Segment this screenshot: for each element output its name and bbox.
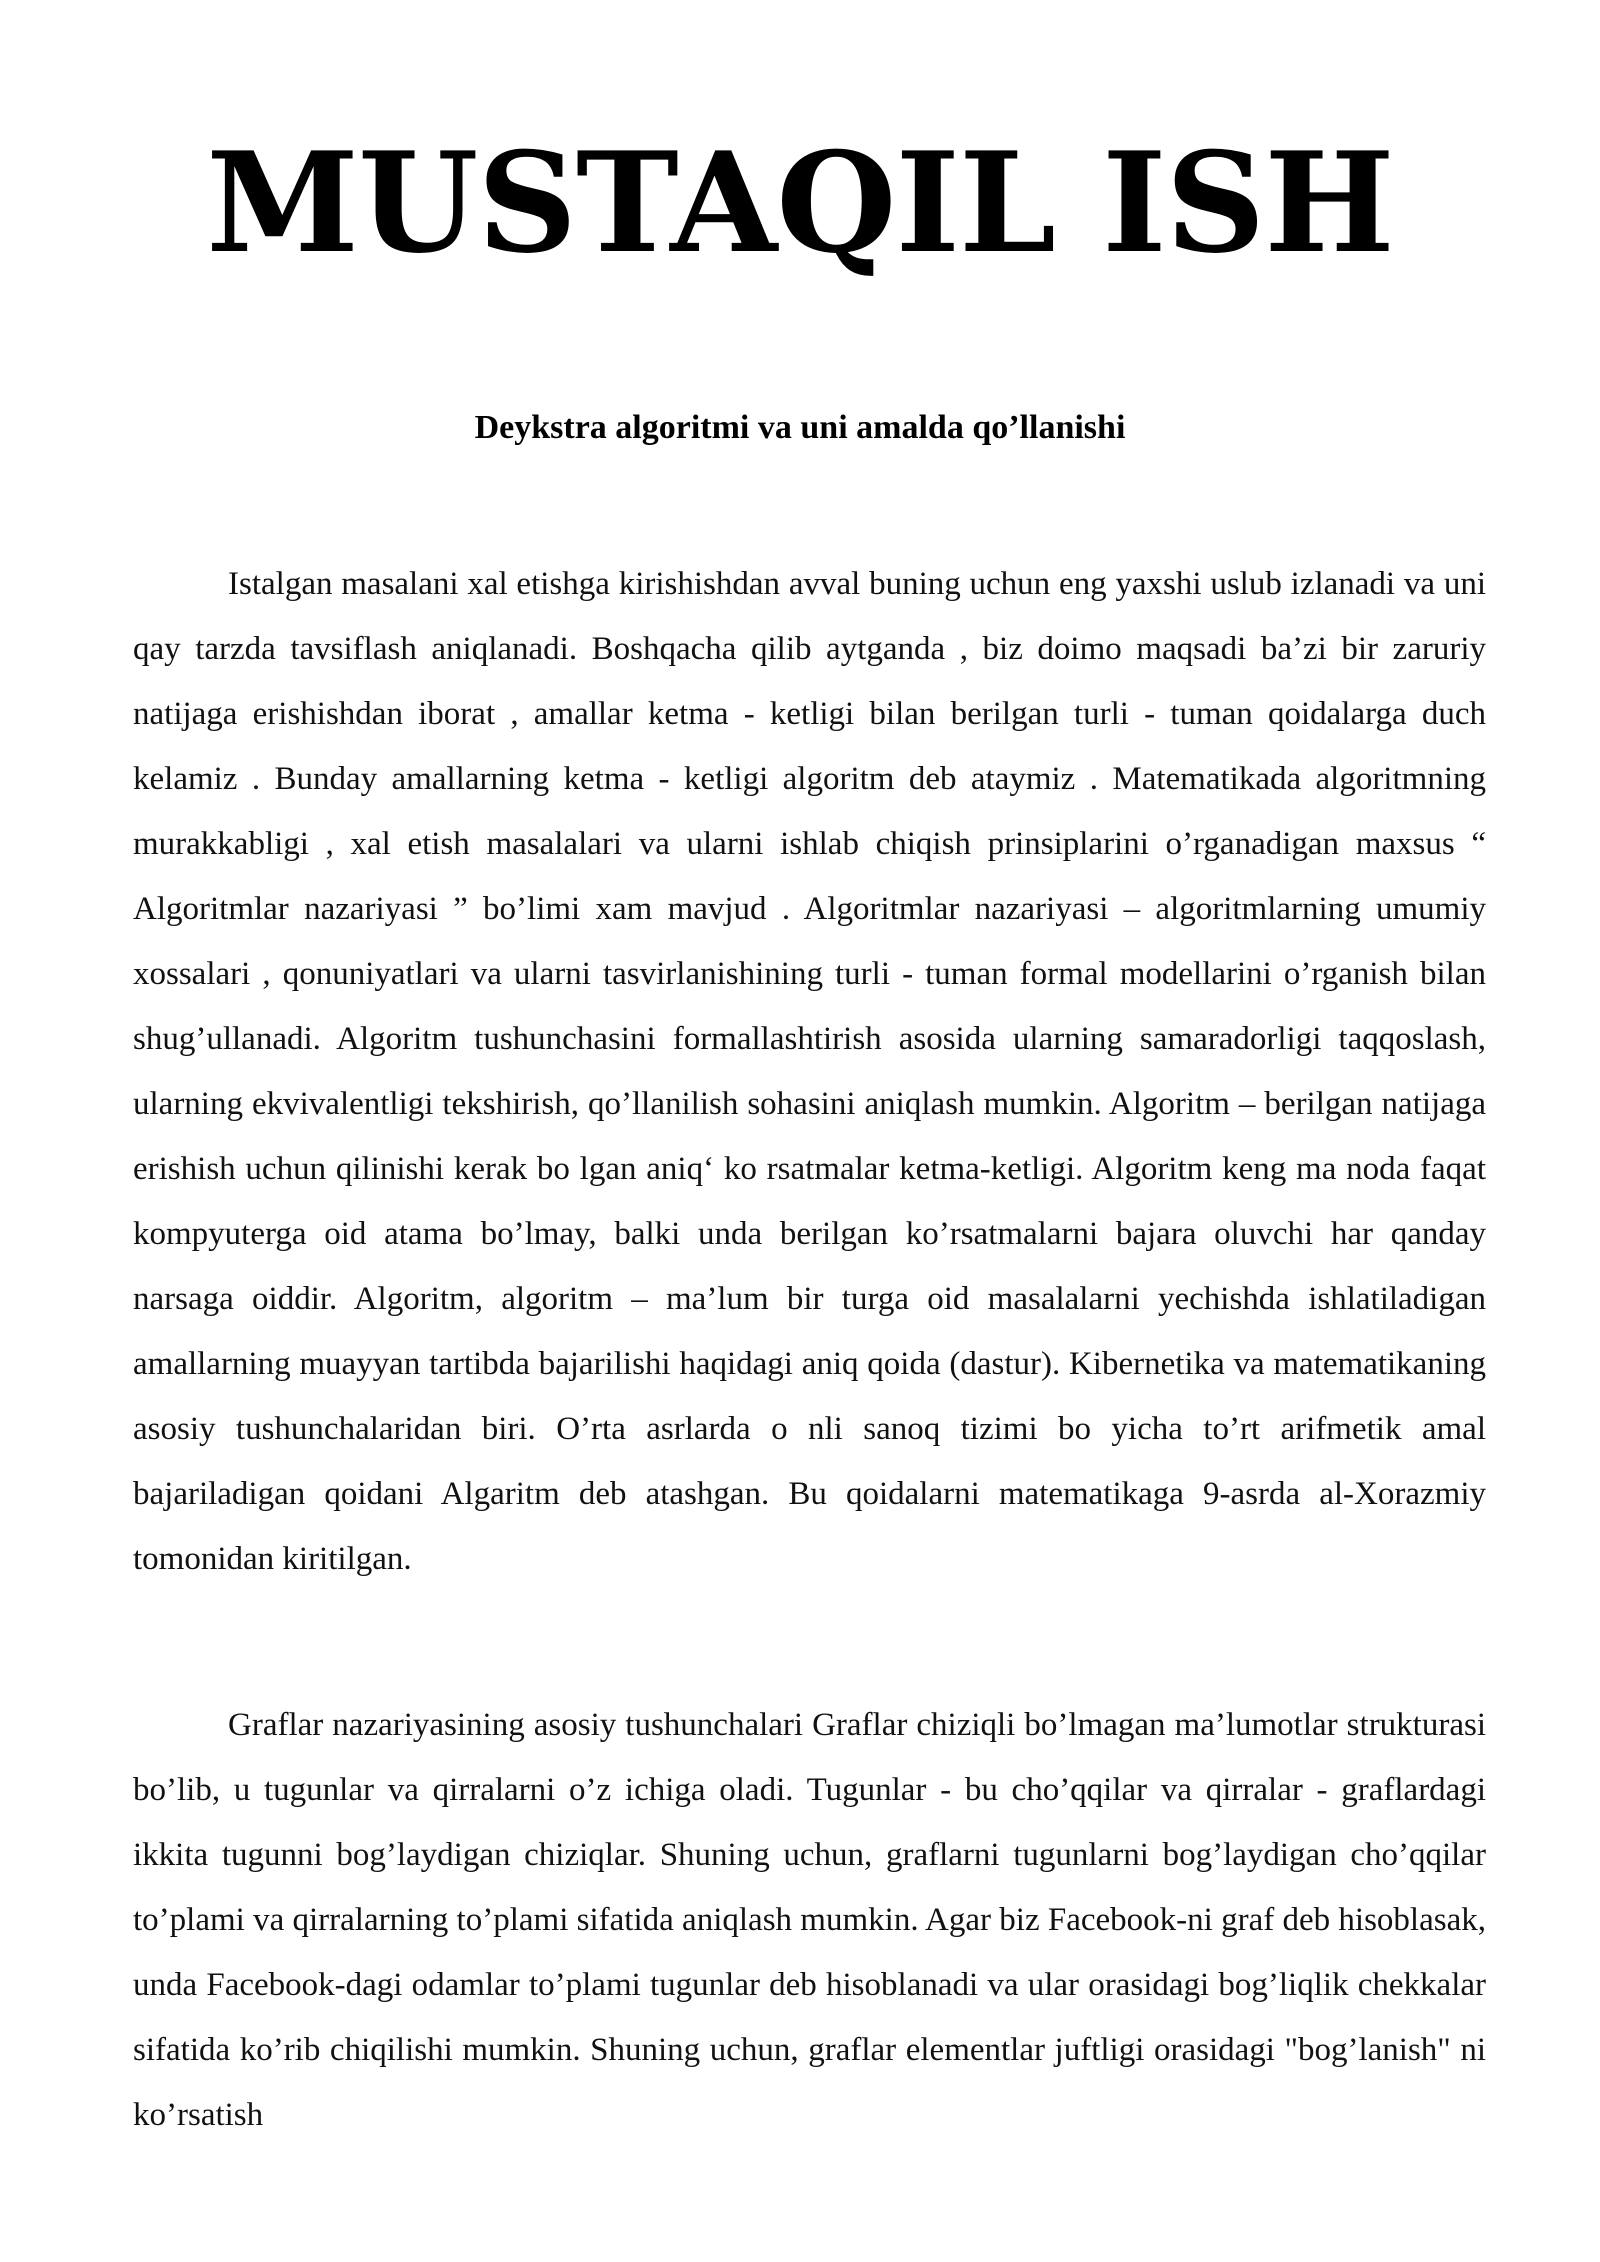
page-subtitle: Deykstra algoritmi va uni amalda qo’llanishi (474, 409, 1126, 446)
body-paragraph: Istalgan masalani xal etishga kirishishdan avval buning uchun eng yaxshi uslub izlanadi va uni qay tarzda tavsiflash aniqlanadi. Boshqacha qilib aytganda , biz doimo maqsadi ba’zi bir zaruriy natijaga erishishdan iborat , amallar ketma - ketligi bilan berilgan turli - tuman qoidalarga duch kelamiz . Bunday amallarning ketma - ketligi algoritm deb ataymiz . Matematikada algoritmning murakkabligi , xal etish masalalari va ularni ishlab chiqish prinsiplarini o’rganadigan maxsus “ Algoritmlar nazariyasi ” bo’limi xam mavjud . Algoritmlar nazariyasi – algoritmlarning umumiy xossalari , qonuniyatlari va ularni tasvirlanishining turli - tuman formal modellarini o’rganish bilan shug’ullanadi. Algoritm tushunchasini formallashtirish asosida ularning samaradorligi taqqoslash, ularning ekvivalentligi tekshirish, qo’llanilish sohasini aniqlash mumkin. Algoritm – berilgan natijaga erishish uchun qilinishi kerak bo lgan aniq‘ ko rsatmalar ketma-ketligi. Algoritm keng ma noda faqat kompyuterga oid atama bo’lmay, balki unda berilgan ko’rsatmalarni bajara oluvchi har qanday narsaga oiddir. Algoritm, algoritm – ma’lum bir turga oid masalalarni yechishda ishlatiladigan amallarning muayyan tartibda bajarilishi haqidagi aniq qoida (dastur). Kibernetika va matematikaning asosiy tushunchalaridan biri. O’rta asrlarda o nli sanoq tizimi bo yicha to’rt arifmetik amal bajariladigan qoidani Algaritm deb atashgan. Bu qoidalarni matematikaga 9-asrda al-Xorazmiy tomonidan kiritilgan. (133, 566, 1486, 1577)
page-title: MUSTAQIL ISH (206, 121, 1394, 284)
body-paragraph: Graflar nazariyasining asosiy tushunchalari Graflar chiziqli bo’lmagan ma’lumotlar strukturasi bo’lib, u tugunlar va qirralarni o’z ichiga oladi. Tugunlar - bu cho’qqilar va qirralar - graflardagi ikkita tugunni bog’laydigan chiziqlar. Shuning uchun, graflarni tugunlarni bog’laydigan cho’qqilar to’plami va qirralarning to’plami sifatida aniqlash mumkin. Agar biz Facebook-ni graf deb hisoblasak, unda Facebook-dagi odamlar to’plami tugunlar deb hisoblanadi va ular orasidagi bog’liqlik chekkalar sifatida ko’rib chiqilishi mumkin. Shuning uchun, graflar elementlar juftligi orasidagi "bog’lanish" ni ko’rsatish (133, 1707, 1486, 2133)
